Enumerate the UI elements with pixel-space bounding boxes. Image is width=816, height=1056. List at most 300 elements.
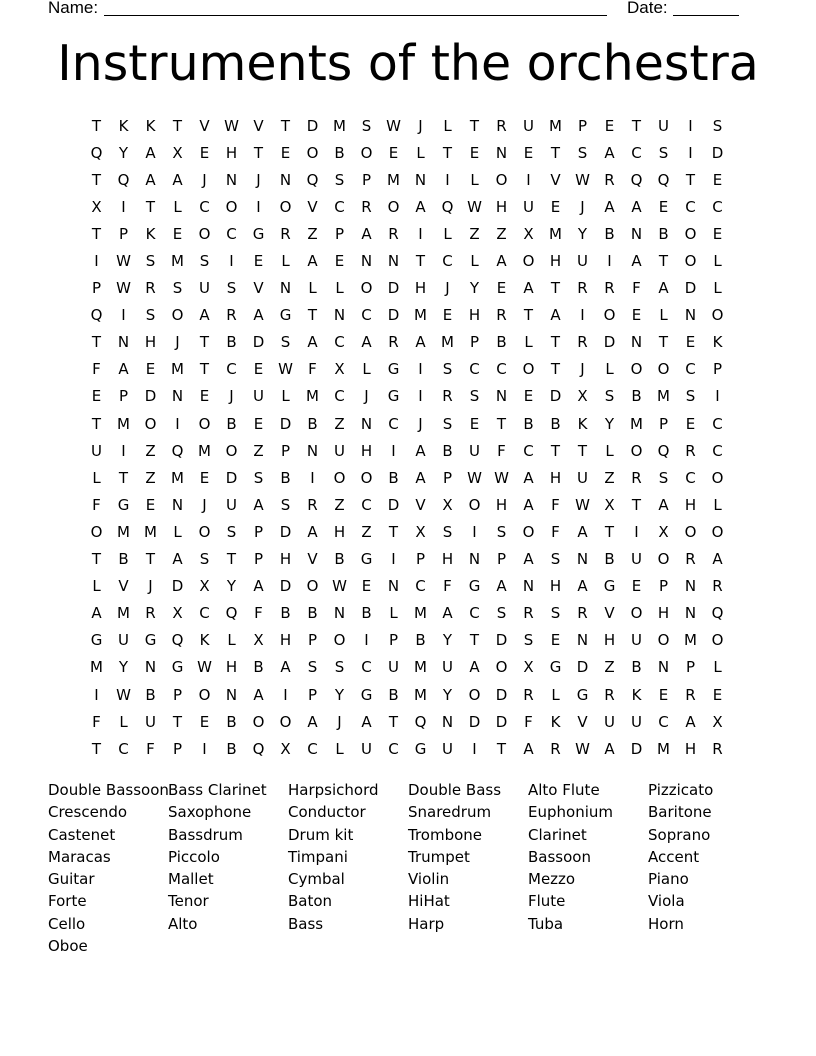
grid-letter: N — [225, 685, 238, 704]
grid-letter: C — [415, 577, 426, 596]
grid-letter: A — [361, 333, 372, 352]
grid-letter: T — [91, 170, 102, 189]
grid-letter: R — [712, 739, 723, 758]
grid-letter: T — [550, 143, 561, 162]
grid-letter: C — [388, 414, 399, 433]
grid-letter: I — [715, 387, 720, 406]
grid-letter: T — [631, 116, 642, 135]
grid-letter: N — [684, 306, 697, 325]
grid-letter: N — [387, 577, 400, 596]
grid-letter: I — [418, 387, 423, 406]
grid-letter: O — [468, 685, 481, 704]
grid-letter: Q — [90, 306, 103, 325]
grid-letter: R — [550, 739, 561, 758]
grid-letter: T — [388, 522, 399, 541]
grid-letter: L — [92, 577, 101, 596]
grid-letter: U — [631, 712, 642, 731]
grid-letter: A — [604, 197, 615, 216]
grid-letter: C — [334, 387, 345, 406]
grid-letter: V — [253, 279, 264, 298]
grid-letter: U — [442, 658, 453, 677]
grid-letter: B — [631, 658, 642, 677]
grid-letter: B — [658, 224, 669, 243]
grid-letter: T — [469, 631, 480, 650]
grid-letter: N — [387, 252, 400, 271]
grid-letter: E — [253, 414, 264, 433]
word-list-item: Piano — [648, 870, 689, 889]
grid-letter: S — [226, 279, 237, 298]
grid-letter: T — [604, 522, 615, 541]
grid-letter: M — [306, 387, 319, 406]
grid-letter: Q — [306, 170, 319, 189]
grid-letter: A — [442, 604, 453, 623]
grid-letter: J — [580, 197, 585, 216]
grid-letter: T — [550, 333, 561, 352]
grid-letter: R — [685, 441, 696, 460]
grid-letter: S — [361, 116, 372, 135]
grid-letter: P — [334, 224, 345, 243]
grid-letter: D — [468, 712, 481, 731]
grid-letter: N — [684, 604, 697, 623]
word-list-item: HiHat — [408, 892, 450, 911]
grid-letter: S — [604, 387, 615, 406]
grid-letter: A — [307, 522, 318, 541]
grid-letter: C — [307, 739, 318, 758]
grid-letter: M — [117, 604, 130, 623]
grid-letter: R — [685, 550, 696, 569]
grid-letter: T — [199, 360, 210, 379]
grid-letter: N — [171, 495, 184, 514]
word-list-item: Bassoon — [528, 847, 591, 866]
grid-letter: A — [523, 468, 534, 487]
grid-letter: G — [90, 631, 103, 650]
grid-letter: I — [94, 252, 99, 271]
grid-letter: O — [333, 631, 346, 650]
grid-letter: C — [334, 333, 345, 352]
grid-letter: L — [659, 306, 668, 325]
grid-letter: T — [631, 495, 642, 514]
grid-letter: N — [522, 577, 535, 596]
grid-letter: O — [711, 468, 724, 487]
grid-letter: P — [118, 224, 129, 243]
grid-letter: C — [712, 414, 723, 433]
grid-letter: T — [253, 143, 264, 162]
grid-letter: D — [279, 522, 292, 541]
grid-letter: R — [604, 279, 615, 298]
grid-letter: S — [658, 468, 669, 487]
grid-letter: B — [307, 414, 318, 433]
grid-letter: U — [199, 279, 210, 298]
grid-letter: X — [523, 224, 534, 243]
grid-letter: E — [496, 279, 507, 298]
grid-letter: B — [604, 224, 615, 243]
grid-letter: N — [279, 279, 292, 298]
grid-letter: J — [337, 712, 342, 731]
grid-letter: U — [577, 252, 588, 271]
word-list-item: Horn — [648, 914, 684, 933]
grid-letter: P — [253, 522, 264, 541]
grid-letter: Y — [577, 224, 588, 243]
grid-letter: R — [523, 685, 534, 704]
date-label: Date: — [627, 0, 668, 17]
grid-letter: E — [604, 116, 615, 135]
grid-letter: Z — [496, 224, 507, 243]
grid-letter: U — [91, 441, 102, 460]
grid-letter: J — [580, 360, 585, 379]
grid-letter: O — [198, 224, 211, 243]
grid-letter: M — [414, 685, 427, 704]
grid-letter: O — [684, 224, 697, 243]
grid-letter: M — [387, 170, 400, 189]
grid-letter: M — [144, 522, 157, 541]
grid-letter: Z — [361, 522, 372, 541]
date-blank-line[interactable] — [673, 15, 739, 16]
grid-letter: A — [415, 197, 426, 216]
grid-letter: K — [577, 414, 588, 433]
grid-letter: M — [117, 522, 130, 541]
page-title: Instruments of the orchestra — [57, 35, 759, 92]
grid-letter: B — [307, 604, 318, 623]
grid-letter: E — [523, 387, 534, 406]
grid-letter: E — [712, 685, 723, 704]
grid-letter: D — [144, 387, 157, 406]
grid-letter: C — [118, 739, 129, 758]
grid-letter: N — [171, 387, 184, 406]
grid-letter: K — [145, 116, 156, 135]
grid-letter: E — [712, 170, 723, 189]
grid-letter: L — [227, 631, 236, 650]
grid-letter: P — [469, 333, 480, 352]
grid-letter: N — [630, 224, 643, 243]
grid-letter: Q — [252, 739, 265, 758]
grid-letter: O — [171, 306, 184, 325]
grid-letter: O — [603, 306, 616, 325]
grid-letter: I — [391, 550, 396, 569]
grid-letter: O — [522, 360, 535, 379]
word-list-item: Double Bass — [408, 781, 502, 799]
grid-letter: X — [604, 495, 615, 514]
grid-letter: U — [631, 550, 642, 569]
grid-letter: O — [198, 414, 211, 433]
grid-letter: E — [199, 468, 210, 487]
grid-letter: F — [497, 441, 506, 460]
grid-letter: T — [577, 441, 588, 460]
grid-letter: M — [549, 224, 562, 243]
word-list-item: Accent — [648, 847, 700, 866]
grid-letter: A — [307, 712, 318, 731]
grid-letter: O — [333, 468, 346, 487]
grid-letter: G — [387, 360, 400, 379]
grid-letter: V — [307, 550, 318, 569]
grid-letter: O — [144, 414, 157, 433]
word-list-item: Alto Flute — [528, 781, 600, 799]
grid-letter: L — [173, 522, 182, 541]
grid-letter: Q — [171, 441, 184, 460]
word-list-item: Oboe — [48, 937, 88, 956]
word-list-item: Tuba — [528, 914, 564, 933]
grid-letter: U — [523, 197, 534, 216]
grid-letter: H — [360, 441, 373, 460]
grid-letter: C — [658, 712, 669, 731]
grid-letter: N — [360, 252, 373, 271]
grid-letter: S — [496, 604, 507, 623]
grid-letter: H — [279, 550, 292, 569]
grid-letter: U — [118, 631, 129, 650]
grid-letter: A — [253, 306, 264, 325]
grid-letter: C — [361, 306, 372, 325]
grid-letter: S — [712, 116, 723, 135]
word-list-item: Alto — [168, 914, 198, 933]
grid-letter: O — [279, 197, 292, 216]
grid-letter: G — [549, 658, 562, 677]
grid-letter: L — [605, 441, 614, 460]
grid-letter: Q — [441, 197, 454, 216]
grid-letter: O — [657, 360, 670, 379]
grid-letter: O — [711, 306, 724, 325]
grid-letter: A — [604, 143, 615, 162]
grid-letter: I — [688, 143, 693, 162]
grid-letter: W — [575, 739, 590, 758]
grid-letter: O — [522, 522, 535, 541]
grid-letter: A — [307, 252, 318, 271]
grid-letter: X — [442, 495, 453, 514]
grid-letter: S — [334, 658, 345, 677]
grid-letter: L — [362, 360, 371, 379]
grid-letter: W — [575, 495, 590, 514]
grid-letter: T — [550, 360, 561, 379]
grid-letter: C — [442, 252, 453, 271]
grid-letter: C — [496, 360, 507, 379]
grid-letter: O — [495, 170, 508, 189]
grid-letter: X — [523, 658, 534, 677]
grid-letter: H — [225, 658, 238, 677]
grid-letter: Z — [604, 658, 615, 677]
grid-letter: B — [145, 685, 156, 704]
grid-letter: B — [523, 414, 534, 433]
grid-letter: A — [496, 252, 507, 271]
grid-letter: S — [685, 387, 696, 406]
grid-letter: D — [387, 279, 400, 298]
grid-letter: L — [470, 170, 479, 189]
grid-letter: V — [253, 116, 264, 135]
grid-letter: C — [712, 441, 723, 460]
grid-letter: B — [442, 441, 453, 460]
grid-letter: T — [91, 550, 102, 569]
grid-letter: P — [658, 577, 669, 596]
grid-letter: M — [90, 658, 103, 677]
word-list — [48, 779, 768, 957]
grid-letter: I — [256, 197, 261, 216]
grid-letter: A — [145, 170, 156, 189]
grid-letter: F — [146, 739, 155, 758]
grid-letter: E — [172, 224, 183, 243]
grid-letter: T — [118, 468, 129, 487]
grid-letter: H — [549, 252, 562, 271]
grid-letter: P — [280, 441, 291, 460]
grid-letter: J — [229, 387, 234, 406]
grid-letter: A — [604, 739, 615, 758]
grid-letter: E — [658, 197, 669, 216]
grid-letter: F — [551, 495, 560, 514]
grid-letter: T — [658, 252, 669, 271]
grid-letter: K — [118, 116, 129, 135]
grid-letter: H — [468, 306, 481, 325]
grid-letter: M — [414, 658, 427, 677]
grid-letter: O — [360, 143, 373, 162]
grid-letter: S — [172, 279, 183, 298]
grid-letter: M — [414, 306, 427, 325]
grid-letter: B — [604, 550, 615, 569]
grid-letter: T — [523, 306, 534, 325]
grid-letter: B — [226, 333, 237, 352]
word-list-item: Drum kit — [288, 825, 354, 844]
grid-letter: C — [523, 441, 534, 460]
grid-letter: D — [252, 333, 265, 352]
grid-letter: O — [630, 360, 643, 379]
grid-letter: O — [387, 197, 400, 216]
grid-letter: A — [415, 441, 426, 460]
grid-letter: H — [441, 550, 454, 569]
grid-letter: R — [577, 279, 588, 298]
grid-letter: V — [199, 116, 210, 135]
grid-letter: S — [442, 360, 453, 379]
grid-letter: D — [576, 658, 589, 677]
grid-letter: H — [144, 333, 157, 352]
grid-letter: R — [604, 170, 615, 189]
grid-letter: H — [495, 495, 508, 514]
grid-letter: Q — [90, 143, 103, 162]
grid-letter: T — [685, 170, 696, 189]
grid-letter: K — [199, 631, 210, 650]
grid-letter: H — [333, 522, 346, 541]
grid-letter: S — [442, 414, 453, 433]
word-list-item: Trombone — [408, 825, 483, 844]
grid-letter: D — [387, 495, 400, 514]
grid-letter: E — [253, 360, 264, 379]
grid-letter: Z — [307, 224, 318, 243]
grid-letter: T — [91, 333, 102, 352]
grid-letter: T — [145, 550, 156, 569]
grid-letter: E — [469, 143, 480, 162]
grid-letter: R — [307, 495, 318, 514]
grid-letter: M — [684, 631, 697, 650]
grid-letter: T — [550, 441, 561, 460]
grid-letter: W — [386, 116, 401, 135]
grid-letter: G — [603, 577, 616, 596]
grid-letter: G — [117, 495, 130, 514]
grid-letter: R — [496, 306, 507, 325]
grid-letter: R — [712, 577, 723, 596]
grid-letter: M — [441, 333, 454, 352]
grid-letter: A — [577, 522, 588, 541]
word-list-item: Clarinet — [528, 825, 587, 844]
grid-letter: N — [441, 712, 454, 731]
grid-letter: P — [388, 631, 399, 650]
grid-letter: R — [631, 468, 642, 487]
grid-letter: E — [712, 224, 723, 243]
word-list-item: Bass — [288, 914, 324, 933]
grid-letter: X — [172, 604, 183, 623]
grid-letter: B — [550, 414, 561, 433]
grid-letter: L — [713, 495, 722, 514]
grid-letter: O — [630, 441, 643, 460]
grid-letter: P — [496, 550, 507, 569]
grid-letter: E — [442, 306, 453, 325]
grid-letter: D — [387, 306, 400, 325]
grid-letter: X — [253, 631, 264, 650]
grid-letter: E — [199, 143, 210, 162]
grid-letter: D — [279, 577, 292, 596]
grid-letter: S — [577, 143, 588, 162]
grid-letter: X — [658, 522, 669, 541]
grid-letter: P — [172, 685, 183, 704]
word-list-item: Saxophone — [168, 803, 252, 822]
grid-letter: U — [388, 658, 399, 677]
grid-letter: B — [415, 631, 426, 650]
word-list-item: Double Bassoon — [48, 781, 169, 799]
grid-letter: E — [361, 577, 372, 596]
grid-letter: R — [604, 685, 615, 704]
grid-letter: U — [442, 739, 453, 758]
grid-letter: S — [226, 522, 237, 541]
grid-letter: L — [119, 712, 128, 731]
grid-letter: N — [495, 387, 508, 406]
grid-letter: T — [91, 739, 102, 758]
grid-letter: C — [469, 604, 480, 623]
grid-letter: E — [280, 143, 291, 162]
name-blank-line[interactable] — [104, 15, 607, 16]
grid-letter: S — [307, 658, 318, 677]
grid-letter: E — [388, 143, 399, 162]
grid-letter: L — [416, 143, 425, 162]
grid-letter: W — [467, 197, 482, 216]
grid-letter: A — [91, 604, 102, 623]
grid-letter: I — [418, 224, 423, 243]
grid-letter: A — [307, 333, 318, 352]
grid-letter: J — [202, 495, 207, 514]
word-list-item: Castenet — [48, 825, 116, 844]
grid-letter: C — [469, 360, 480, 379]
grid-letter: A — [496, 577, 507, 596]
grid-letter: T — [469, 116, 480, 135]
grid-letter: F — [551, 522, 560, 541]
grid-letter: Q — [225, 604, 238, 623]
grid-letter: J — [418, 116, 423, 135]
grid-letter: U — [334, 441, 345, 460]
grid-letter: R — [685, 685, 696, 704]
grid-letter: Y — [226, 577, 237, 596]
grid-letter: C — [199, 604, 210, 623]
word-list-item: Cymbal — [288, 870, 345, 889]
grid-letter: W — [494, 468, 509, 487]
grid-letter: B — [226, 712, 237, 731]
grid-letter: N — [468, 550, 481, 569]
grid-letter: T — [145, 197, 156, 216]
grid-letter: E — [631, 306, 642, 325]
grid-letter: E — [199, 712, 210, 731]
grid-letter: F — [308, 360, 317, 379]
grid-letter: G — [171, 658, 184, 677]
grid-letter: K — [145, 224, 156, 243]
grid-letter: J — [364, 387, 369, 406]
grid-letter: L — [389, 604, 398, 623]
grid-letter: L — [524, 333, 533, 352]
grid-letter: R — [442, 387, 453, 406]
grid-letter: F — [443, 577, 452, 596]
word-list-item: Mallet — [168, 870, 214, 889]
grid-letter: P — [685, 658, 696, 677]
grid-letter: B — [388, 468, 399, 487]
